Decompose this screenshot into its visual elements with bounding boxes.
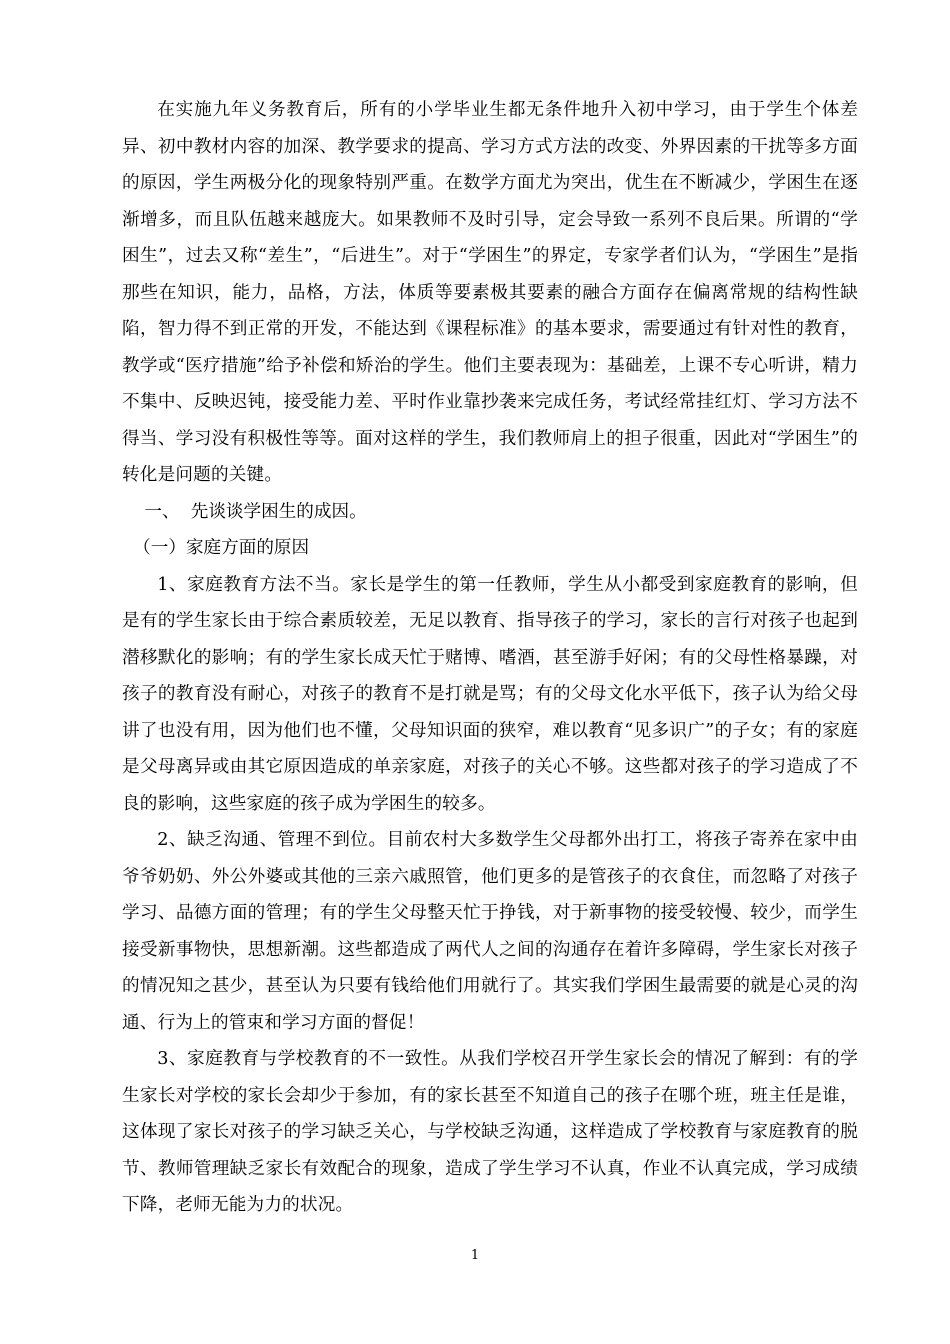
subsection-heading: （一）家庭方面的原因 xyxy=(122,538,310,558)
point-1-paragraph: 1、家庭教育方法不当。家长是学生的第一任教师，学生从小都受到家庭教育的影响，但是有的学生家长由于综合素质较差，无足以教育、指导孩子的学习，家长的言行对孩子也起到潜移默化的影响；有的学生家长成天忙于赌博、嗜酒，甚至游手好闲；有的父母性格暴躁，对孩子的教育没有耐心，对孩子的教育不是打就是骂；有的父母文化水平低下，孩子认为给父母讲了也没有用，因为他们也不懂，父母知识面的狭窄，难以教育“见多识广”的子女；有的家庭是父母离异或由其它原因造成的单亲家庭，对孩子的关心不够。这些都对孩子的学习造成了不良的影响，这些家庭的孩子成为学困生的较多。 xyxy=(122,574,858,814)
point-2-paragraph: 2、缺乏沟通、管理不到位。目前农村大多数学生父母都外出打工，将孩子寄养在家中由爷爷奶奶、外公外婆或其他的三亲六戚照管，他们更多的是管孩子的衣食住，而忽略了对孩子学习、品德方面的管理；有的学生父母整天忙于挣钱，对于新事物的接受较慢、较少，而学生接受新事物快，思想新潮。这些都造成了两代人之间的沟通存在着许多障碍，学生家长对孩子的情况知之甚少，甚至认为只要有钱给他们用就行了。其实我们学困生最需要的就是心灵的沟通、行为上的管束和学习方面的督促！ xyxy=(122,830,858,1033)
page-number: 1 xyxy=(470,1248,480,1263)
document-body xyxy=(122,92,858,1224)
point-3-paragraph: 3、家庭教育与学校教育的不一致性。从我们学校召开学生家长会的情况了解到：有的学生家长对学校的家长会却少于参加，有的家长甚至不知道自己的孩子在哪个班，班主任是谁，这体现了家长对孩子的学习缺乏关心，与学校缺乏沟通，这样造成了学校教育与家庭教育的脱节、教师管理缺乏家长有效配合的现象，造成了学生学习不认真，作业不认真完成，学习成绩下降，老师无能为力的状况。 xyxy=(122,1049,858,1215)
intro-paragraph: 在实施九年义务教育后，所有的小学毕业生都无条件地升入初中学习，由于学生个体差异、初中教材内容的加深、教学要求的提高、学习方式方法的改变、外界因素的干扰等多方面的原因，学生两极分化的现象特别严重。在数学方面尤为突出，优生在不断减少，学困生在逐渐增多，而且队伍越来越庞大。如果教师不及时引导，定会导致一系列不良后果。所谓的“学困生”，过去又称“差生”，“后进生”。对于“学困生”的界定，专家学者们认为，“学困生”是指那些在知识，能力，品格，方法，体质等要素极其要素的融合方面存在偏离常规的结构性缺陷，智力得不到正常的开发，不能达到《课程标准》的基本要求，需要通过有针对性的教育，教学或“医疗措施”给予补偿和矫治的学生。他们主要表现为：基础差，上课不专心听讲，精力不集中、反映迟钝，接受能力差、平时作业靠抄袭来完成任务，考试经常挂红灯、学习方法不得当、学习没有积极性等等。面对这样的学生，我们教师肩上的担子很重，因此对“学困生”的转化是问题的关键。 xyxy=(122,100,858,485)
section-heading: 一、 先谈谈学困生的成因。 xyxy=(122,501,367,522)
